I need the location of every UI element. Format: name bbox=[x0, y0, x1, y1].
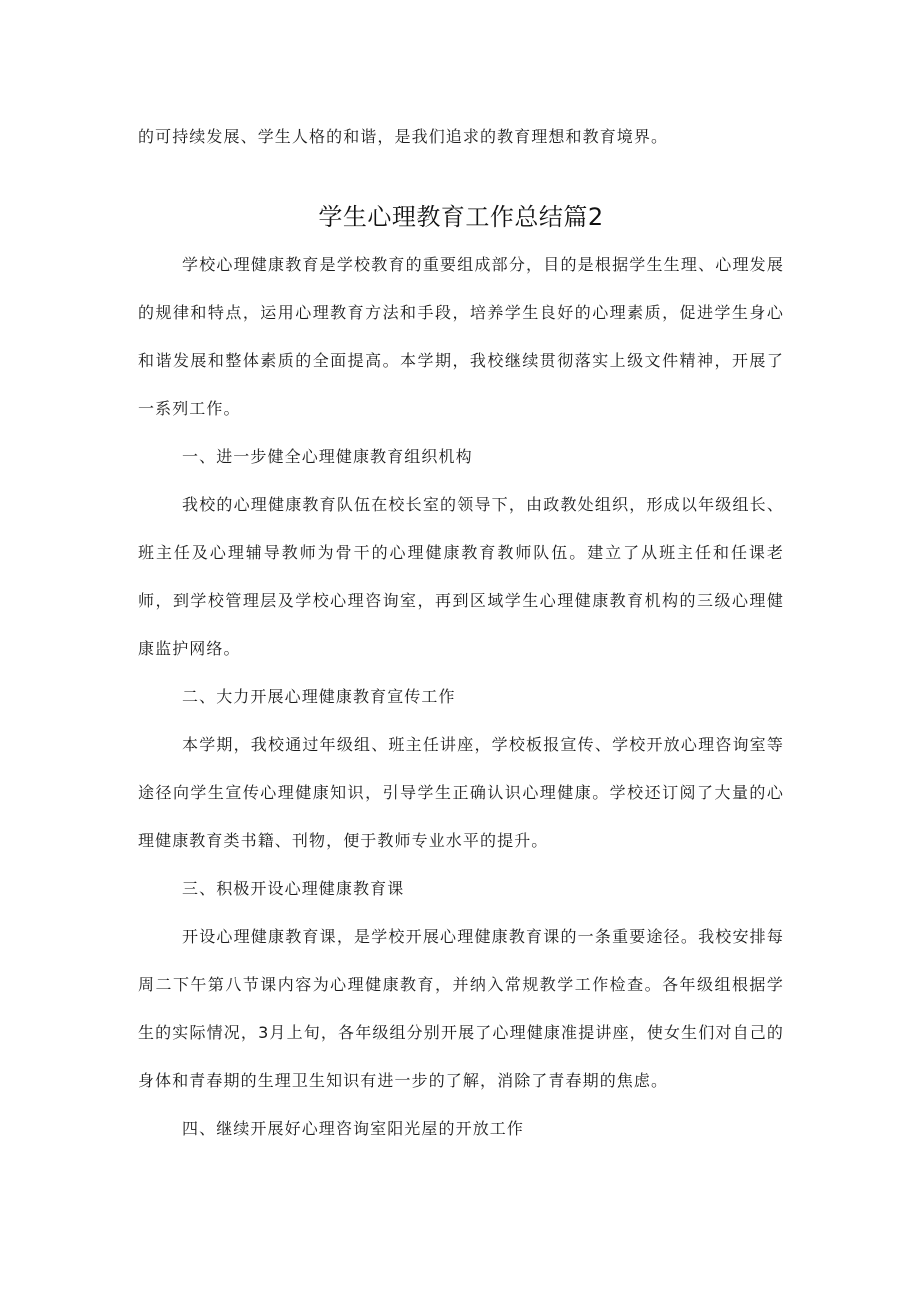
paragraph-intro: 学校心理健康教育是学校教育的重要组成部分，目的是根据学生生理、心理发展的规律和特点，运用心理教育方法和手段，培养学生良好的心理素质，促进学生身心和谐发展和整体素质的全面提高。本学期，我校继续贯彻落实上级文件精神，开展了一系列工作。 bbox=[138, 255, 784, 418]
document-body bbox=[138, 113, 784, 1153]
paragraph-1: 我校的心理健康教育队伍在校长室的领导下，由政教处组织，形成以年级组长、班主任及心理辅导教师为骨干的心理健康教育教师队伍。建立了从班主任和任课老师，到学校管理层及学校心理咨询室，再到区域学生心理健康教育机构的三级心理健康监护网络。 bbox=[138, 495, 784, 658]
heading-1: 一、进一步健全心理健康教育组织机构 bbox=[182, 447, 473, 466]
heading-2: 二、大力开展心理健康教育宣传工作 bbox=[182, 687, 456, 706]
heading-3: 三、积极开设心理健康教育课 bbox=[182, 879, 405, 898]
lead-paragraph: 的可持续发展、学生人格的和谐，是我们追求的教育理想和教育境界。 bbox=[138, 127, 669, 146]
paragraph-2: 本学期，我校通过年级组、班主任讲座，学校板报宣传、学校开放心理咨询室等途径向学生宣传心理健康知识，引导学生正确认识心理健康。学校还订阅了大量的心理健康教育类书籍、刊物，便于教师专业水平的提升。 bbox=[138, 735, 784, 850]
section-title: 学生心理教育工作总结篇2 bbox=[318, 203, 604, 231]
paragraph-3: 开设心理健康教育课，是学校开展心理健康教育课的一条重要途径。我校安排每周二下午第八节课内容为心理健康教育，并纳入常规教学工作检查。各年级组根据学生的实际情况，3月上旬，各年级组分别开展了心理健康准提讲座，使女生们对自己的身体和青春期的生理卫生知识有进一步的了解，消除了青春期的焦虑。 bbox=[138, 927, 784, 1090]
heading-4: 四、继续开展好心理咨询室阳光屋的开放工作 bbox=[182, 1119, 525, 1138]
